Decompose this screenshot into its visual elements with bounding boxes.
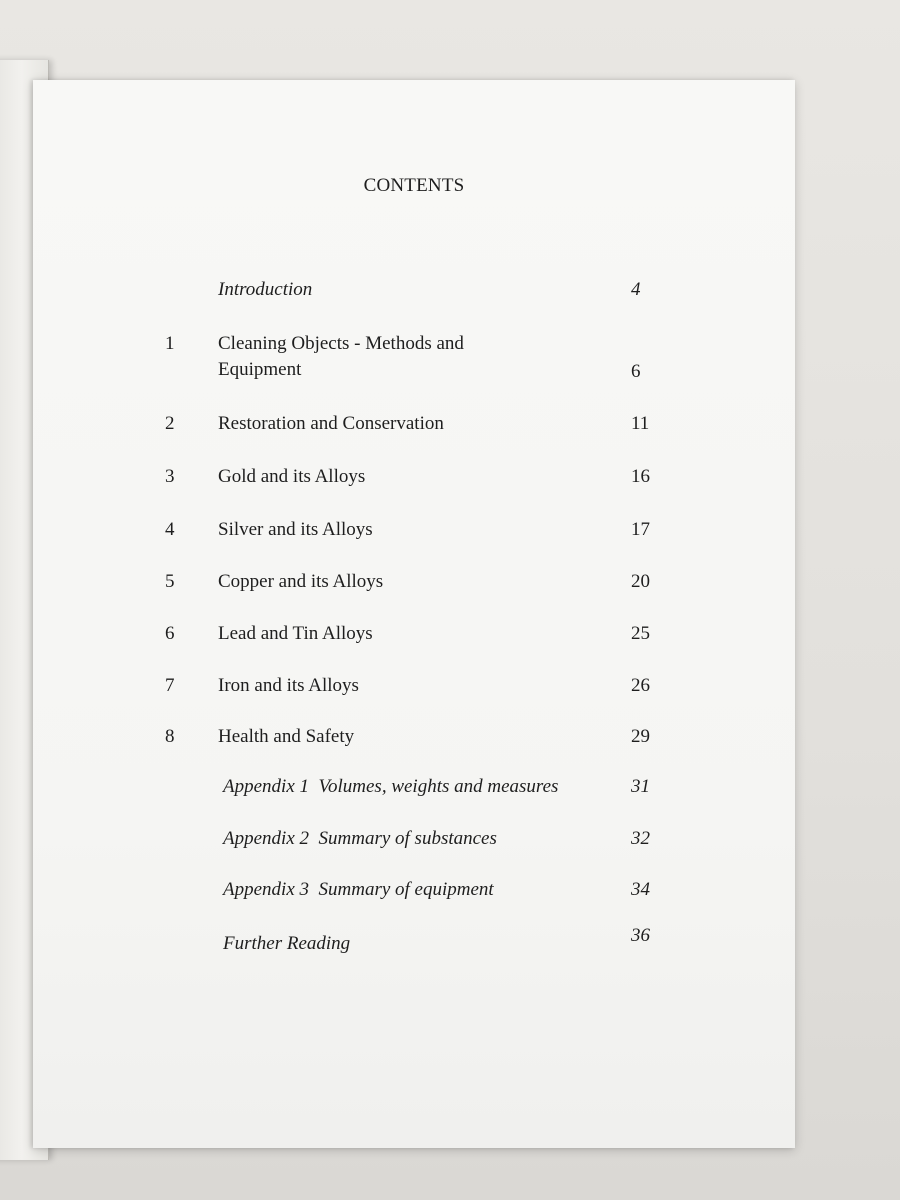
toc-entry-page: 29 [631, 726, 650, 747]
toc-entry-page: 16 [631, 466, 650, 487]
toc-entry-label: Cleaning Objects - Methods and Equipment [218, 333, 464, 380]
toc-entry-page: 11 [631, 413, 650, 434]
toc-entry-label: Appendix 1 Volumes, weights and measures [223, 776, 559, 797]
toc-entry-label: Iron and its Alloys [218, 675, 359, 696]
toc-entry-page: 6 [631, 361, 641, 382]
toc-entry-page: 31 [631, 776, 650, 797]
toc-entry-label: Restoration and Conservation [218, 413, 444, 434]
toc-entry-number: 2 [165, 413, 175, 434]
toc-entry-number: 4 [165, 519, 175, 540]
toc-entry-page: 26 [631, 675, 650, 696]
toc-entry-label: Silver and its Alloys [218, 519, 373, 540]
toc-entry-number: 6 [165, 623, 175, 644]
toc-entry-label: Health and Safety [218, 726, 355, 747]
toc-entry-page: 17 [631, 519, 650, 540]
page-title: CONTENTS [363, 175, 465, 196]
toc-entry-number: 3 [165, 466, 175, 487]
toc-entry-page: 36 [631, 925, 650, 946]
toc-entry-page: 32 [631, 828, 650, 849]
toc-entry-page: 20 [631, 571, 650, 592]
toc-entry-label: Appendix 3 Summary of equipment [223, 879, 494, 900]
toc-entry-label: Lead and Tin Alloys [218, 623, 373, 644]
book-page [33, 80, 795, 1148]
toc-entry-number: 8 [165, 726, 175, 747]
toc-entry-label: Appendix 2 Summary of substances [223, 828, 497, 849]
toc-entry-label: Further Reading [223, 933, 351, 954]
toc-entry-label: Introduction [218, 279, 313, 300]
toc-entry-page: 34 [631, 879, 650, 900]
toc-entry-page: 4 [631, 279, 641, 300]
toc-entry-number: 5 [165, 571, 175, 592]
toc-entry-label: Copper and its Alloys [218, 571, 384, 592]
toc-entry-label: Gold and its Alloys [218, 466, 366, 487]
toc-entry-page: 25 [631, 623, 650, 644]
toc-entry-number: 1 [165, 333, 175, 354]
toc-entry-number: 7 [165, 675, 175, 696]
